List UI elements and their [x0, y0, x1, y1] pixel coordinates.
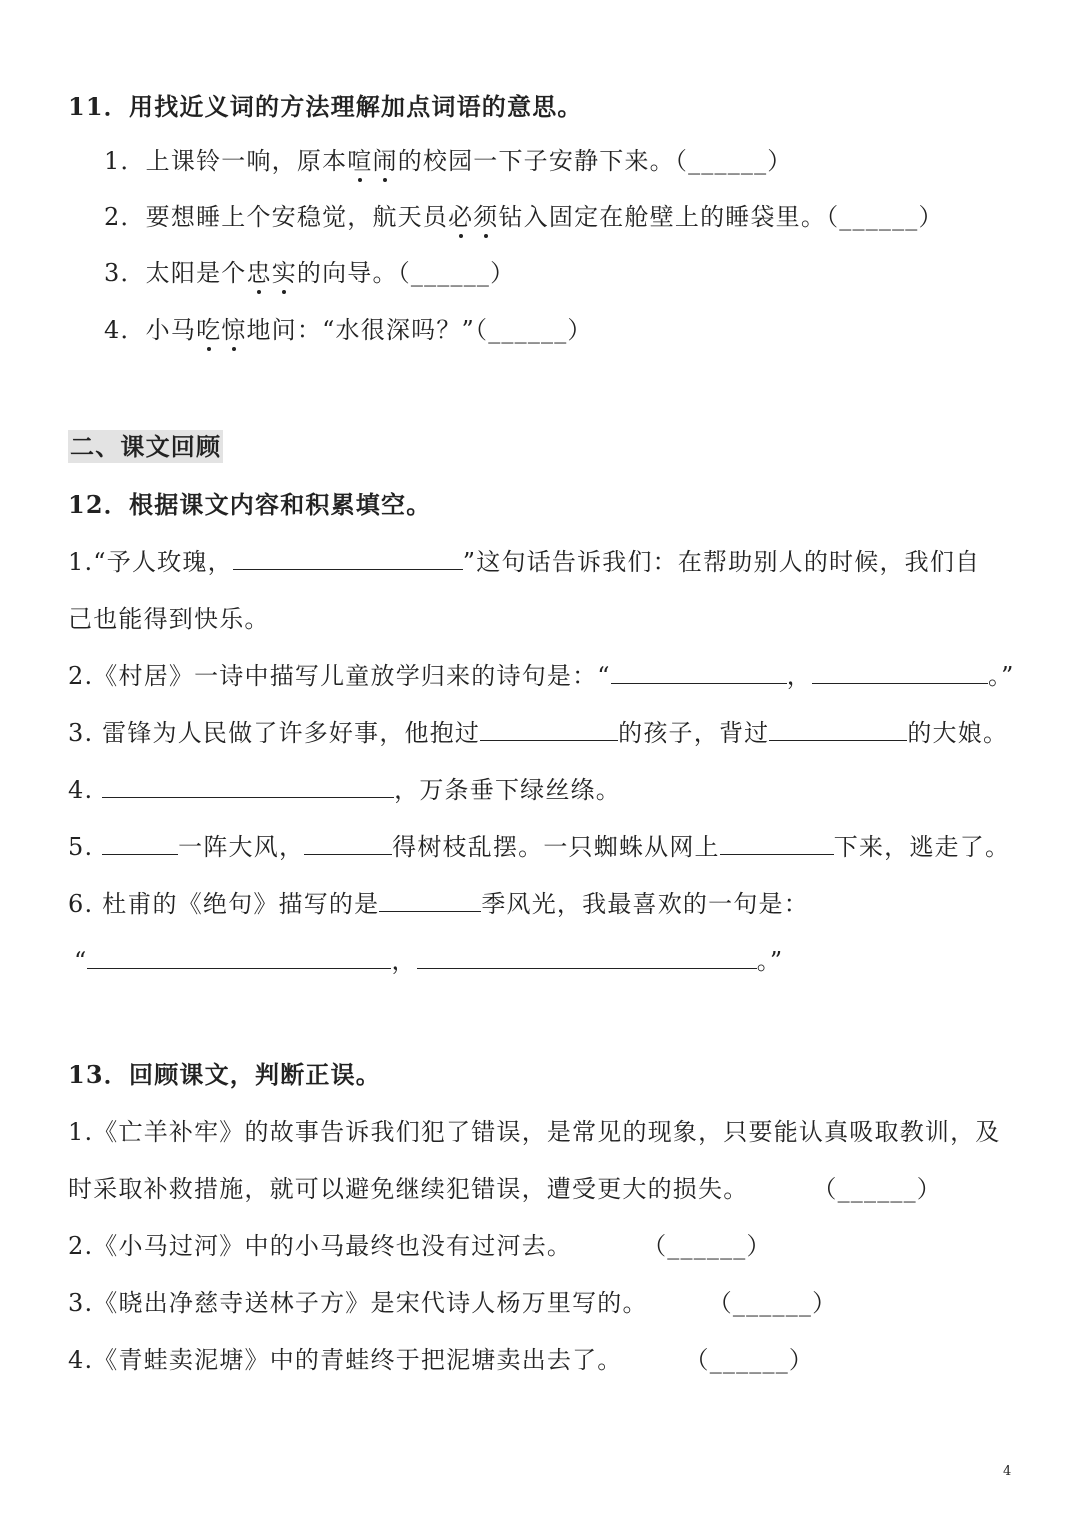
item-number: 2．: [104, 203, 146, 231]
fill-blank[interactable]: [417, 948, 757, 969]
answer-blank[interactable]: （______）: [674, 147, 793, 175]
q11-item-1: [104, 146, 793, 176]
q12-item-6-cont: [74, 946, 783, 976]
q11-item-2: [104, 202, 944, 232]
item-text: ，: [786, 662, 812, 690]
fill-blank[interactable]: [87, 948, 391, 969]
q12-item-6: [68, 889, 809, 919]
item-text: ，: [391, 947, 417, 975]
item-text: 的孩子，背过: [618, 719, 770, 747]
dotted-char: 惊: [221, 316, 247, 344]
item-text: 。”: [756, 947, 784, 975]
q13-title: 13．回顾课文，判断正误。: [68, 1060, 381, 1089]
item-text: “: [74, 947, 88, 975]
page-number: 4: [1003, 1464, 1012, 1479]
item-text: 季风光，我最喜欢的一句是：: [481, 890, 809, 918]
q13-item-2: [68, 1231, 772, 1261]
item-text: 3. 雷锋为人民做了许多好事，他抱过: [68, 719, 481, 747]
item-text: 3.《晓出净慈寺送林子方》是宋代诗人杨万里写的。: [68, 1289, 648, 1317]
fill-blank[interactable]: [304, 834, 392, 855]
answer-blank[interactable]: （______）: [475, 316, 593, 344]
item-number: 4．: [104, 316, 146, 344]
q13-item-4: [68, 1345, 814, 1375]
q12-item-1-cont: 己也能得到快乐。: [68, 605, 270, 633]
item-text: 钻入固定在舱壁上的睡袋里。: [498, 203, 827, 231]
item-text: 的向导。: [296, 259, 398, 287]
item-text: 的校园一下子安静下来。: [397, 147, 675, 175]
item-text: 上课铃一响，原本: [145, 147, 348, 175]
answer-blank[interactable]: （______）: [812, 1175, 943, 1203]
item-text: 一阵大风，: [178, 833, 305, 861]
q12-item-4: [68, 775, 621, 805]
dotted-char: 必: [448, 203, 474, 231]
q11-item-4: [104, 315, 593, 345]
item-text: 得树枝乱摆。一只蜘蛛从网上: [392, 833, 720, 861]
item-text: 4.《青蛙卖泥塘》中的青蛙终于把泥塘卖出去了。: [68, 1346, 623, 1374]
q12-item-2: [68, 661, 1015, 691]
item-text: 地问：“水很深吗？”: [246, 316, 476, 344]
fill-blank[interactable]: [102, 834, 178, 855]
q11-title: 11．用找近义词的方法理解加点词语的意思。: [68, 92, 583, 121]
item-text: 4.: [68, 776, 103, 804]
q13-item-1: 1.《亡羊补牢》的故事告诉我们犯了错误，是常见的现象，只要能认真吸取教训，及: [68, 1118, 1001, 1146]
answer-blank[interactable]: （______）: [684, 1346, 815, 1374]
answer-blank[interactable]: （______）: [642, 1232, 772, 1260]
item-text: 的大娘。: [907, 719, 1009, 747]
item-number: 1．: [104, 147, 146, 175]
dotted-char: 须: [473, 203, 499, 231]
item-text: 太阳是个: [145, 259, 247, 287]
section-title: 二、课文回顾: [70, 432, 222, 461]
fill-blank[interactable]: [480, 720, 618, 741]
q12-item-1: [68, 547, 980, 577]
item-number: 3．: [104, 259, 146, 287]
dotted-char: 实: [271, 259, 297, 287]
answer-blank[interactable]: （______）: [707, 1289, 838, 1317]
q12-item-5: [68, 832, 1010, 862]
fill-blank[interactable]: [812, 663, 988, 684]
answer-blank[interactable]: （______）: [826, 203, 944, 231]
q13-item-3: [68, 1288, 837, 1318]
section-heading: [68, 432, 223, 462]
item-text: 要想睡上个安稳觉，航天员: [145, 203, 449, 231]
fill-blank[interactable]: [233, 549, 463, 570]
q12-title: 12．根据课文内容和积累填空。: [68, 490, 432, 519]
item-text: 时采取补救措施，就可以避免继续犯错误，遭受更大的损失。: [68, 1175, 749, 1203]
dotted-char: 吃: [196, 316, 222, 344]
q12-item-3: [68, 718, 1008, 748]
item-text: 2.《小马过河》中的小马最终也没有过河去。: [68, 1232, 573, 1260]
item-text: 6. 杜甫的《绝句》描写的是: [68, 890, 380, 918]
q13-item-1-cont: [68, 1174, 942, 1204]
item-text: 5.: [68, 833, 103, 861]
fill-blank[interactable]: [720, 834, 834, 855]
item-text: 。”: [987, 662, 1015, 690]
item-text: 1.“予人玫瑰，: [68, 548, 233, 576]
item-text: 下来，逃走了。: [833, 833, 1011, 861]
dotted-char: 喧: [347, 147, 373, 175]
dotted-char: 忠: [246, 259, 272, 287]
dotted-char: 闹: [372, 147, 398, 175]
q11-item-3: [104, 258, 515, 288]
fill-blank[interactable]: [379, 891, 481, 912]
fill-blank[interactable]: [611, 663, 787, 684]
fill-blank[interactable]: [769, 720, 907, 741]
item-text: 小马: [145, 316, 197, 344]
item-text: ”这句话告诉我们：在帮助别人的时候，我们自: [462, 548, 981, 576]
item-text: 2.《村居》一诗中描写儿童放学归来的诗句是：“: [68, 662, 611, 690]
item-text: ，万条垂下绿丝绦。: [394, 776, 621, 804]
answer-blank[interactable]: （______）: [397, 259, 516, 287]
fill-blank[interactable]: [102, 777, 394, 798]
